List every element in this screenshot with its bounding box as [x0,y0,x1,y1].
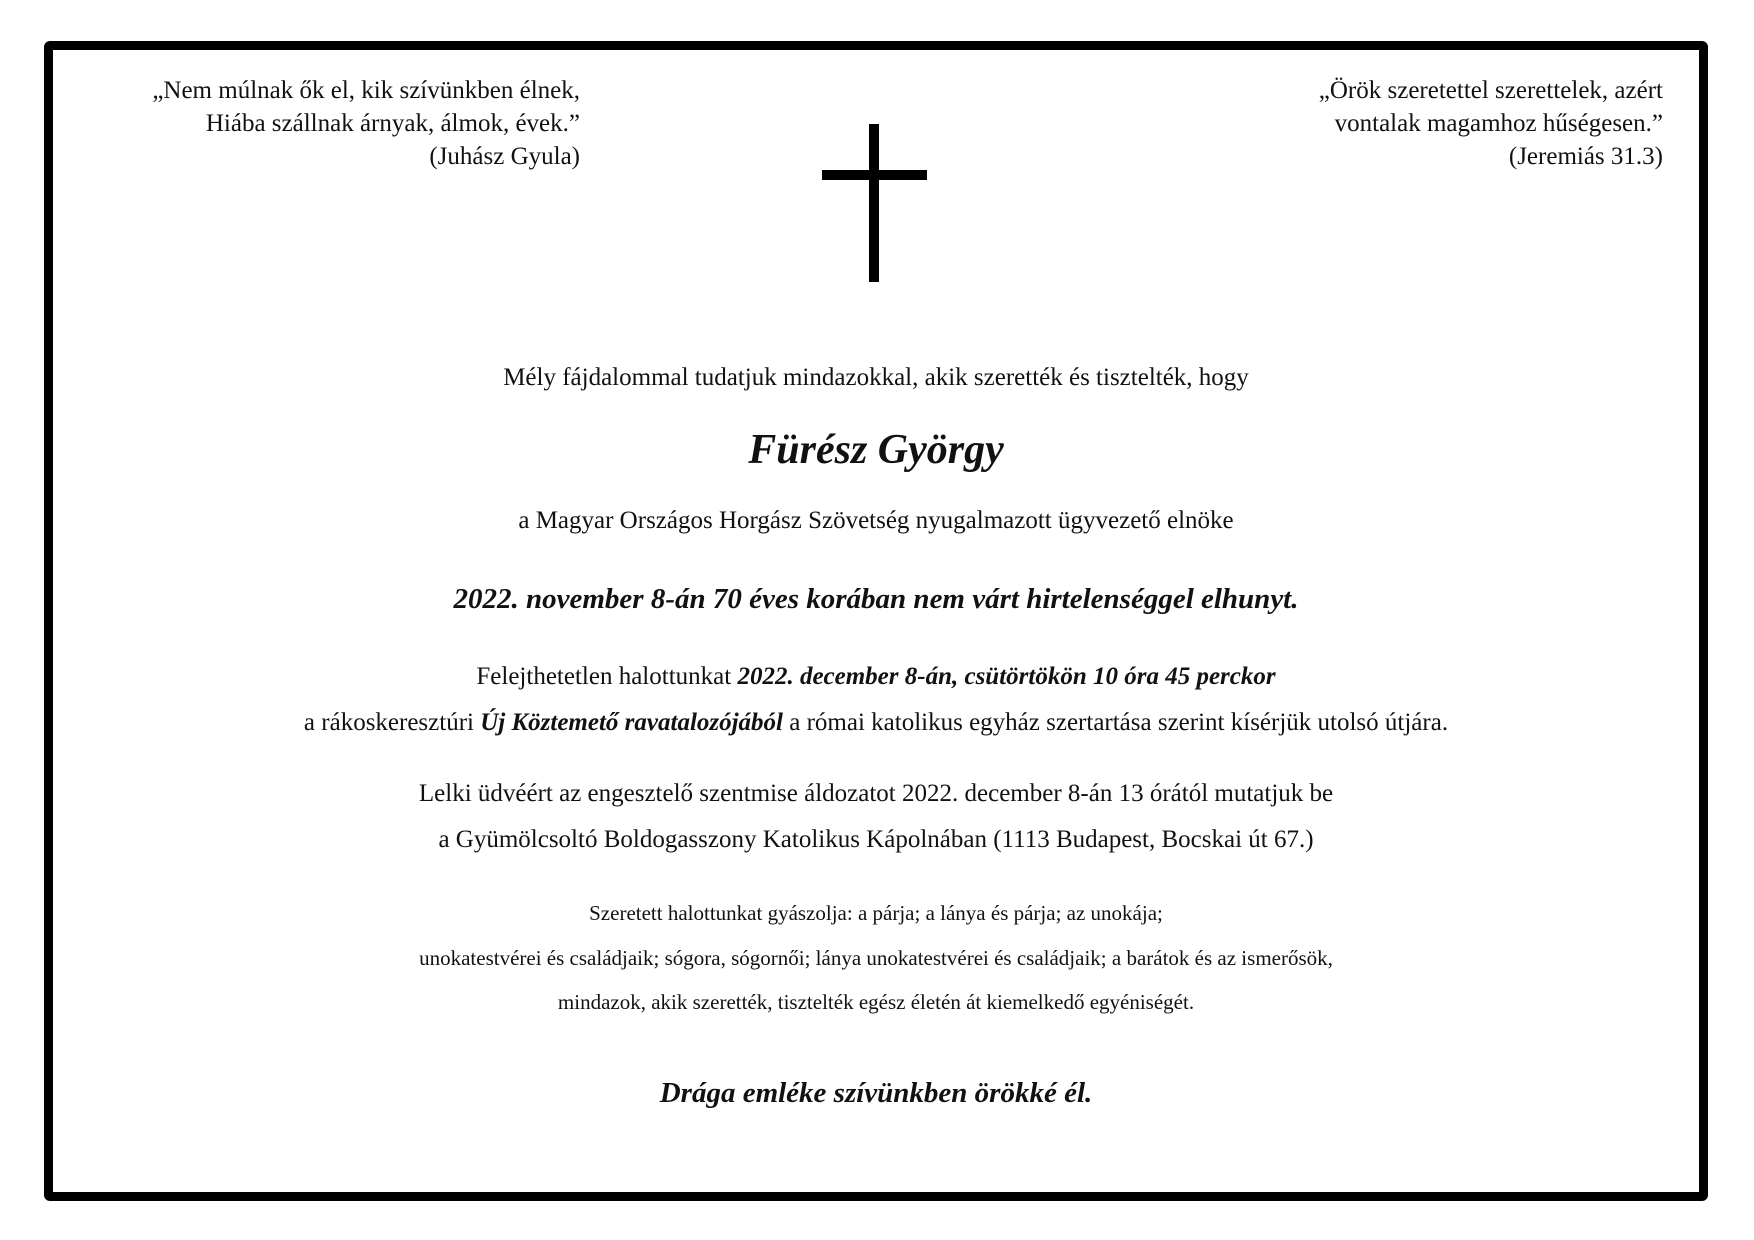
quote-left-line1: „Nem múlnak ők el, kik szívünkben élnek, [152,77,580,104]
funeral-datetime: 2022. december 8-án, csütörtökön 10 óra 45 perckor [737,663,1276,690]
mass-line-1: Lelki üdvéért az engesztelő szentmise áldozatot 2022. december 8-án 13 órától mutatjuk be [418,780,1334,807]
mourners-line-2: unokatestvérei és családjaik; sógora, sógornői; lánya unokatestvérei és családjaik; a barátok és az ismerősök, [419,946,1333,970]
quote-left-author: (Juhász Gyula) [429,143,580,170]
funeral-line-2-prefix: a rákoskeresztúri [303,709,481,736]
quote-left-line2: Hiába szállnak árnyak, álmok, évek.” [205,110,580,137]
cross-horizontal-bar [822,170,927,180]
funeral-line-1-prefix: Felejthetetlen halottunkat [476,663,738,690]
quote-right-line2: vontalak magamhoz hűségesen.” [1334,110,1663,137]
cross-vertical-bar [869,124,879,282]
quote-right [1150,74,1663,173]
mass-line-2: a Gyümölcsoltó Boldogasszony Katolikus Kápolnában (1113 Budapest, Bocskai út 67.) [438,826,1314,853]
mourners-line-1: Szeretett halottunkat gyászolja: a párja; a lánya és párja; az unokája; [589,901,1163,925]
mourners-line-3: mindazok, akik szerették, tisztelték egész életén át kiemelkedő egyéniségét. [557,990,1195,1014]
funeral-line-1 [44,661,1708,693]
quote-right-author: (Jeremiás 31.3) [1508,143,1663,170]
intro-text: Mély fájdalommal tudatjuk mindazokkal, akik szerették és tisztelték, hogy [503,364,1249,391]
funeral-line-2-suffix: a római katolikus egyház szertartása szerint kísérjük utolsó útjára. [783,709,1449,736]
death-announcement: 2022. november 8-án 70 éves korában nem várt hirtelenséggel elhunyt. [453,583,1299,615]
quote-left [70,74,580,173]
funeral-location: Új Köztemető ravatalozójából [480,709,784,736]
cross-icon [822,124,927,282]
deceased-role: a Magyar Országos Horgász Szövetség nyugalmazott ügyvezető elnöke [518,507,1234,534]
quote-right-line1: „Örök szeretettel szerettelek, azért [1318,77,1663,104]
closing-text: Drága emléke szívünkben örökké él. [659,1077,1093,1109]
funeral-line-2 [44,707,1708,739]
deceased-name: Fürész György [748,427,1004,473]
